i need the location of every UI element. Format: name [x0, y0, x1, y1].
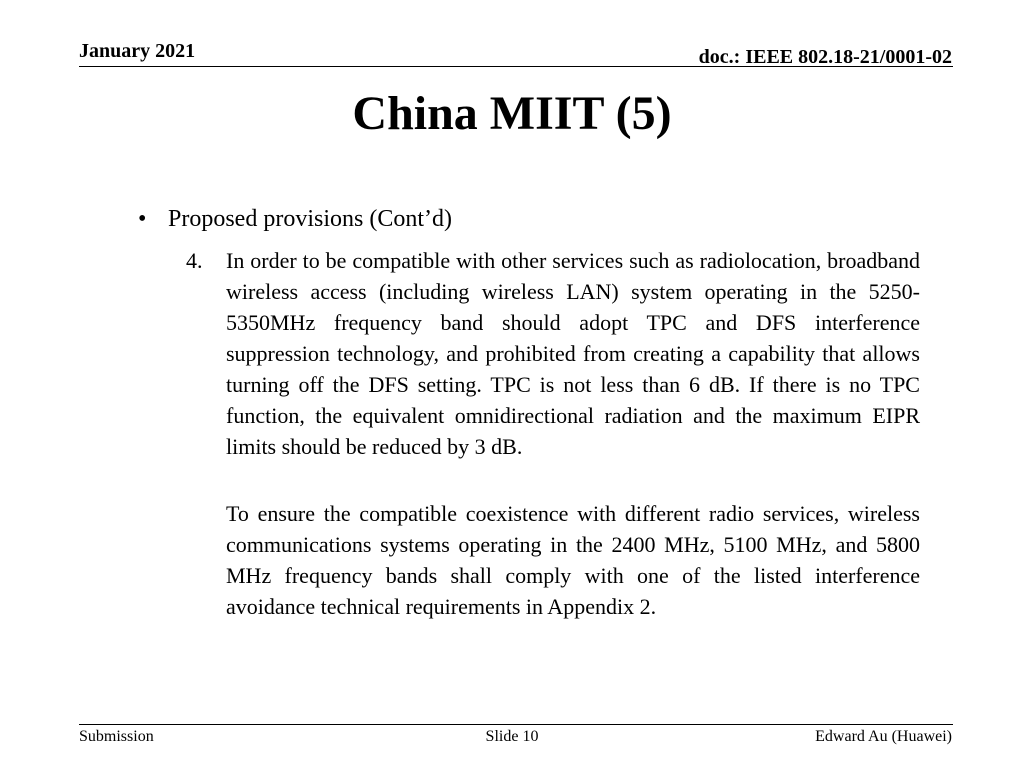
footer-submission: Submission — [79, 728, 154, 745]
list-item-paragraph: To ensure the compatible coexistence with different radio services, wireless communications systems operating in the 2400 MHz, 5100 MHz, and 5800 MHz frequency bands shall comply with one of the listed interference avoidance technical requirements in Appendix 2. — [226, 501, 920, 619]
bullet-item — [138, 204, 452, 234]
footer-slide-number: Slide 10 — [485, 728, 539, 745]
bullet-text: Proposed provisions (Cont’d) — [168, 206, 452, 232]
footer-author: Edward Au (Huawei) — [815, 728, 952, 745]
footer-divider — [79, 724, 953, 725]
list-item-number: 4. — [186, 248, 203, 273]
header-doc-id: doc.: IEEE 802.18-21/0001-02 — [698, 46, 952, 68]
bullet-icon: • — [138, 206, 147, 232]
list-item-paragraph: In order to be compatible with other services such as radiolocation, broadband wireless access (including wireless LAN) system operating in the 5250-5350MHz frequency band should adopt TPC and DFS interference suppression technology, and prohibited from creating a capability that allows turning off the DFS setting. TPC is not less than 6 dB. If there is no TPC function, the equivalent omnidirectional radiation and the maximum EIPR limits should be reduced by 3 dB. — [226, 248, 920, 459]
header-date: January 2021 — [79, 40, 196, 62]
header-divider — [79, 66, 953, 67]
slide-title: China MIIT (5) — [352, 87, 672, 140]
